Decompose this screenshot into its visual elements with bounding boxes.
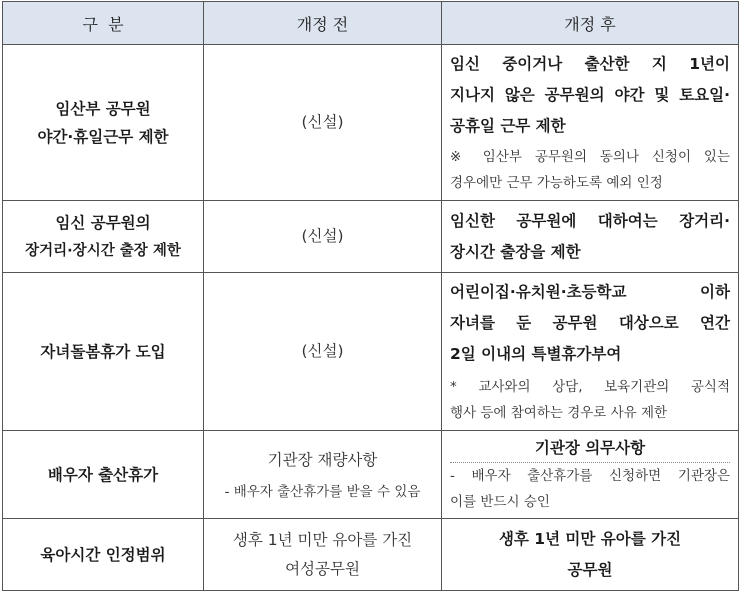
after-main-line: 어린이집·유치원·초등학교 이하 (450, 283, 730, 301)
header-category: 구 분 (3, 2, 204, 45)
row-heading (3, 45, 204, 201)
before-cell: (신설) (204, 273, 442, 431)
after-cell (442, 273, 739, 431)
table-row (3, 431, 739, 519)
before-cell (204, 519, 442, 591)
before-note-line: - 배우자 출산휴가를 받을 수 있음 (224, 483, 421, 500)
table-row (3, 519, 739, 591)
after-note-line: ※ 임산부 공무원의 동의나 신청이 있는 (450, 149, 730, 165)
row-heading (3, 273, 204, 431)
after-note-line: - 배우자 출산휴가를 신청하면 기관장은 (450, 468, 730, 484)
table-row (3, 273, 739, 431)
after-cell (442, 519, 739, 591)
before-line: 여성공무원 (285, 559, 360, 578)
row-heading-line: 장거리·장시간 출장 제한 (25, 242, 181, 259)
row-heading (3, 201, 204, 273)
after-main-line: 임신한 공무원에 대하여는 장거리· (450, 211, 730, 230)
before-line: 생후 1년 미만 유아를 가진 (232, 530, 413, 549)
row-heading-line: 배우자 출산휴가 (47, 465, 159, 484)
before-main-line: 기관장 재량사항 (267, 450, 378, 469)
after-note-line: 행사 등에 참여하는 경우로 사유 제한 (450, 405, 668, 421)
after-main-line: 지나지 않은 공무원의 야간 및 토요일· (450, 86, 730, 104)
before-cell: (신설) (204, 45, 442, 201)
row-heading (3, 431, 204, 519)
after-main-line: 임신 중이거나 출산한 지 1년이 (450, 55, 730, 73)
table-header-row (3, 2, 739, 45)
header-after: 개정 후 (442, 2, 739, 45)
after-note-line: 이를 반드시 승인 (450, 494, 550, 510)
row-heading-line: 임산부 공무원 (55, 99, 151, 118)
comparison-table (2, 1, 739, 591)
row-heading-line: 육아시간 인정범위 (40, 545, 166, 564)
header-before: 개정 전 (204, 2, 442, 45)
after-cell (442, 201, 739, 273)
after-main-line: 생후 1년 미만 유아를 가진 (498, 529, 682, 548)
after-main-line: 자녀를 둔 공무원 대상으로 연간 (450, 314, 730, 332)
after-main-line: 장시간 출장을 제한 (450, 242, 581, 261)
row-heading (3, 519, 204, 591)
table-row (3, 201, 739, 273)
after-main-line: 기관장 의무사항 (534, 439, 646, 457)
row-heading-line: 야간·휴일근무 제한 (37, 127, 169, 146)
after-cell (442, 45, 739, 201)
table-row (3, 45, 739, 201)
after-note-line: * 교사와의 상담, 보육기관의 공식적 (450, 379, 730, 395)
before-cell: (신설) (204, 201, 442, 273)
after-main-line: 공휴일 근무 제한 (450, 117, 566, 135)
row-heading-line: 자녀돌봄휴가 도입 (40, 342, 166, 361)
after-main-line: 2일 이내의 특별휴가부여 (450, 345, 622, 363)
row-heading-line: 임신 공무원의 (55, 213, 151, 232)
before-cell (204, 431, 442, 519)
after-cell (442, 431, 739, 519)
after-main-line: 공무원 (567, 560, 613, 579)
after-note-line: 경우에만 근무 가능하도록 예외 인정 (450, 175, 663, 191)
